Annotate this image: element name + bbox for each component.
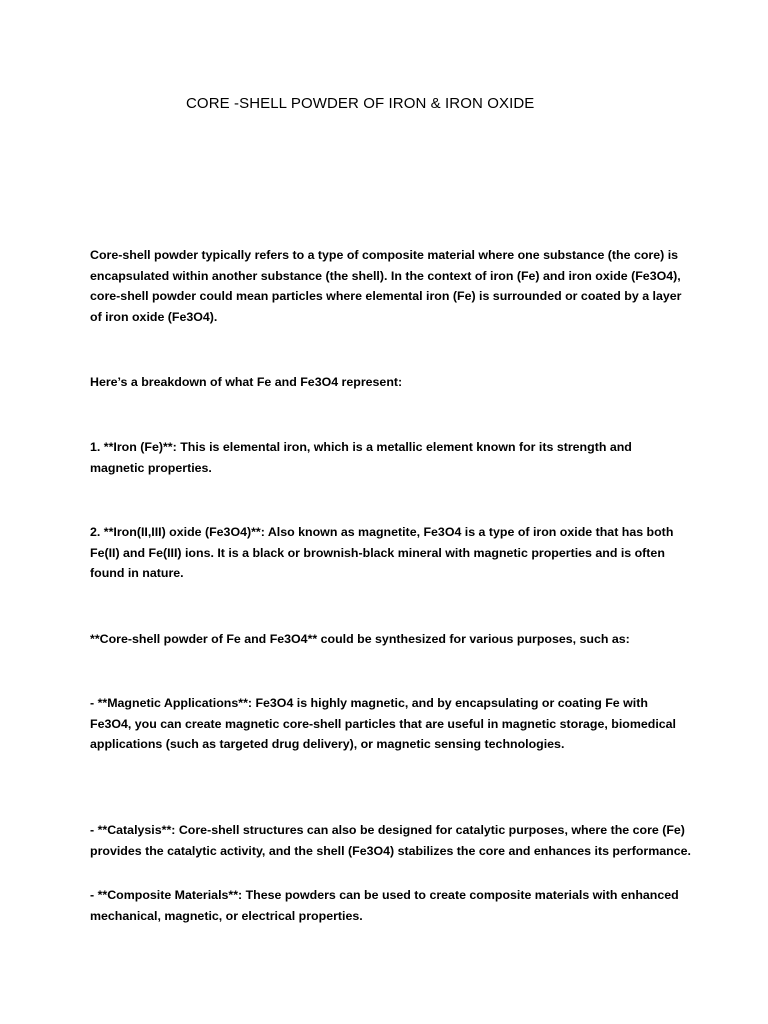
- text-line: - **Magnetic Applications**: Fe3O4 is highly magnetic, and by encapsulating or coating Fe with: [90, 696, 648, 710]
- text-line: Fe(II) and Fe(III) ions. It is a black or brownish-black mineral with magnetic properties and is often: [90, 545, 665, 560]
- text-line: 2. **Iron(II,III) oxide (Fe3O4)**: Also known as magnetite, Fe3O4 is a type of iron oxide that has both: [90, 525, 674, 539]
- text-line: Fe3O4, you can create magnetic core-shell particles that are useful in magnetic storage, biomedical: [90, 716, 677, 731]
- text-line: core-shell powder could mean particles where elemental iron (Fe) is surrounded or coated by a layer: [90, 289, 682, 303]
- text-line: of iron oxide (Fe3O4).: [90, 309, 218, 324]
- paragraph-composite-materials: [90, 885, 679, 926]
- text-line: Here’s a breakdown of what Fe and Fe3O4 represent:: [90, 375, 403, 389]
- paragraph-catalysis: [90, 820, 691, 861]
- text-line: 1. **Iron (Fe)**: This is elemental iron, which is a metallic element known for its strength and: [90, 440, 632, 454]
- paragraph-breakdown: [90, 372, 402, 393]
- paragraph-iron-oxide: [90, 522, 673, 584]
- text-line: - **Catalysis**: Core-shell structures can also be designed for catalytic purposes, where the core (Fe): [90, 823, 685, 837]
- text-line: Core-shell powder typically refers to a type of composite material where one substance (the core) is: [90, 248, 679, 262]
- text-line: encapsulated within another substance (the shell). In the context of iron (Fe) and iron oxide (Fe3O4),: [90, 268, 681, 283]
- text-line: magnetic properties.: [90, 460, 212, 475]
- text-line: - **Composite Materials**: These powders can be used to create composite materials with enhanced: [90, 888, 679, 902]
- document-title: CORE -SHELL POWDER OF IRON & IRON OXIDE: [186, 95, 535, 112]
- paragraph-iron: [90, 437, 632, 478]
- text-line: **Core-shell powder of Fe and Fe3O4** could be synthesized for various purposes, such as:: [90, 632, 630, 646]
- text-line: found in nature.: [90, 566, 184, 580]
- text-line: applications (such as targeted drug delivery), or magnetic sensing technologies.: [90, 737, 565, 751]
- paragraph-magnetic-applications: [90, 693, 676, 755]
- paragraph-intro: [90, 245, 681, 327]
- text-line: provides the catalytic activity, and the shell (Fe3O4) stabilizes the core and enhances its performance.: [90, 843, 691, 858]
- paragraph-purposes: [90, 629, 630, 650]
- text-line: mechanical, magnetic, or electrical properties.: [90, 908, 363, 923]
